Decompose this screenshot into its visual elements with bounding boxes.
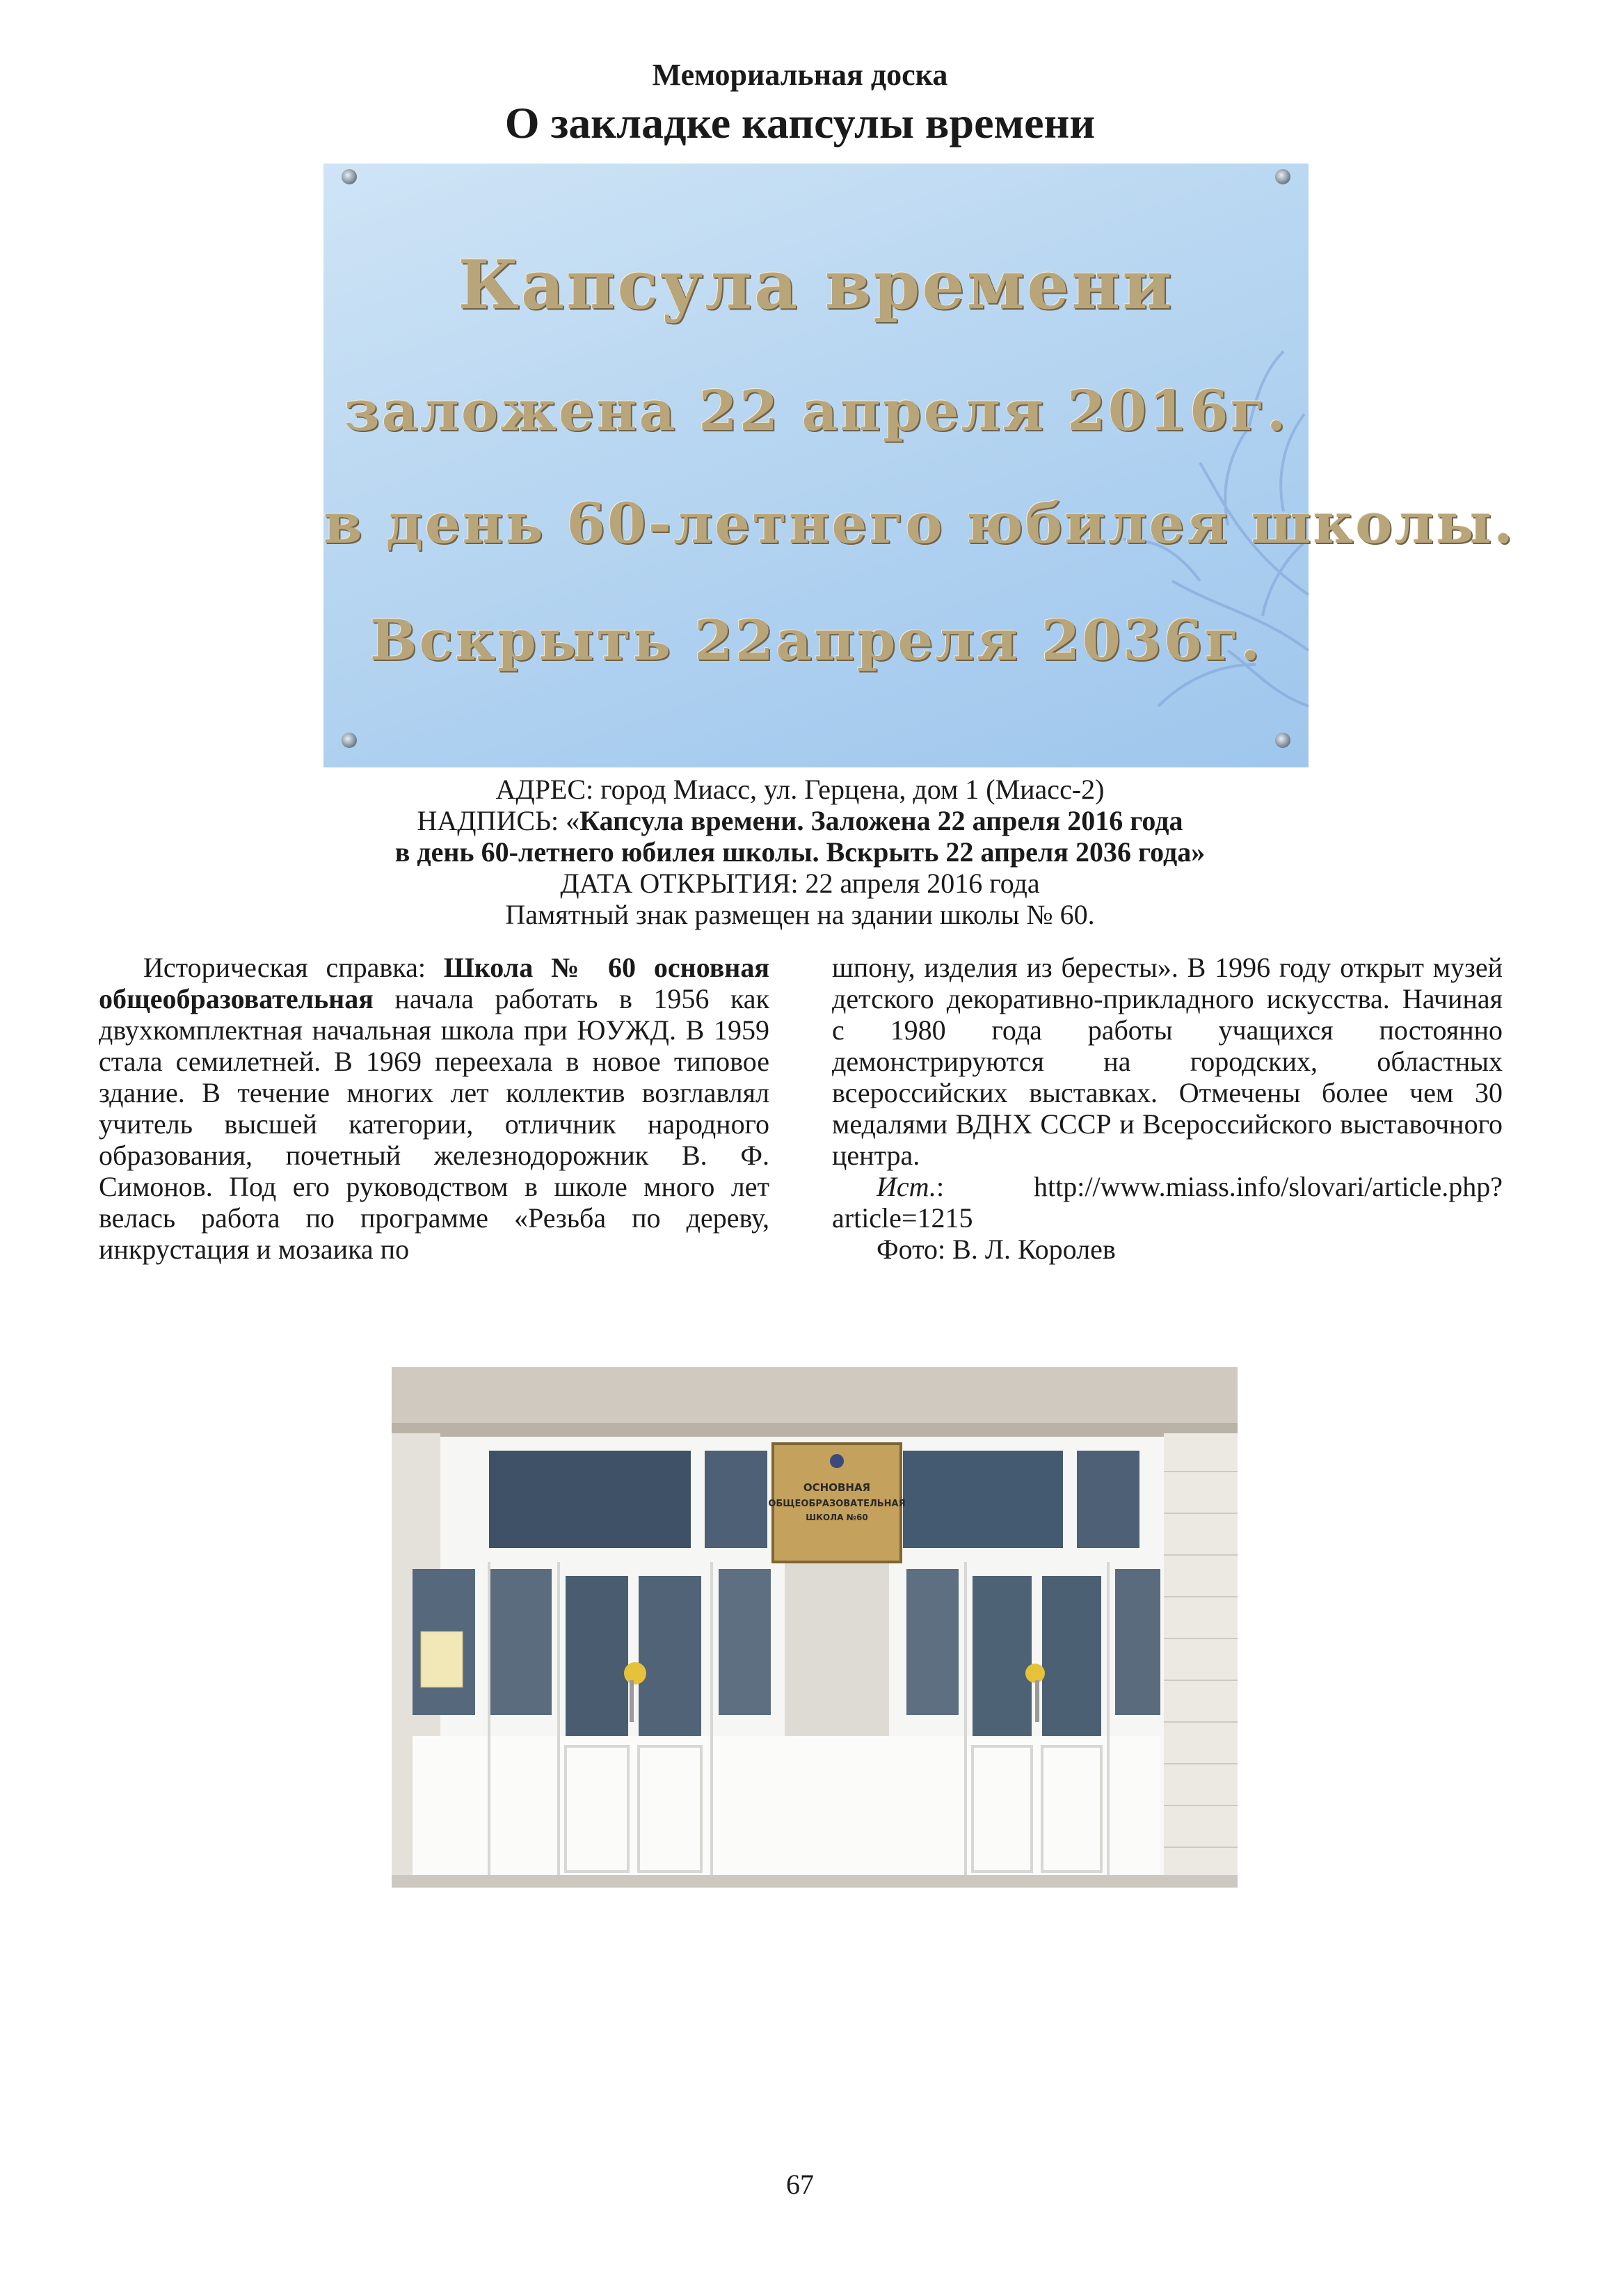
page-number: 67 (786, 2169, 814, 2200)
plaque-line-2: заложена 22 апреля 2016г. (344, 378, 1288, 443)
source-url: : http://www.miass.info/slovari/article.php?article=1215 (832, 1171, 1503, 1234)
inscription-line-1 (0, 805, 1600, 836)
address-line: АДРЕС: город Миасс, ул. Герцена, дом 1 (Миасс-2) (495, 774, 1105, 805)
inscription-text-2: в день 60-летнего юбилея школы. Вскрыть 22 апреля 2036 года» (394, 836, 1206, 868)
inscription-line-2 (0, 836, 1600, 868)
sign-line-2: ОБЩЕОБРАЗОВАТЕЛЬНАЯ (768, 1499, 906, 1509)
plaque-line-3: в день 60-летнего юбилея школы. (323, 491, 1515, 556)
sign-line-1: ОСНОВНАЯ (803, 1481, 871, 1494)
school-name: Школа № 60 основная общеобразовательная (99, 952, 769, 1014)
plaque-line-1: Капсула времени (458, 246, 1174, 324)
page-title: О закладке капсулы времени (504, 98, 1096, 148)
plaque-caption (0, 774, 1600, 930)
location-note: Памятный знак размещен на здании школы № 60. (505, 899, 1095, 930)
historical-note-text: начала работать в 1956 как двухкомплектная начальная школа при ЮУЖД. В 1959 стала семилетней. В 1969 переехала в новое типовое здание. В течение многих лет коллектив возглавлял учитель высшей категории, отличник народного образования, почетный железнодорожник В. Ф. Симонов. Под его руководством в школе много лет велась работа по программе «Резьба по дереву, инкрустация и мозаика по (99, 983, 769, 1265)
screw-bottom-right (1275, 733, 1290, 748)
screw-bottom-left (342, 733, 357, 748)
screw-top-left (342, 169, 357, 184)
source-line (832, 1171, 1503, 1234)
historical-note (99, 952, 769, 1265)
plaque-line-4: Вскрыть 22апреля 2036г. (369, 607, 1263, 673)
photo-credit: Фото: В. Л. Королев (877, 1234, 1116, 1265)
right-column (832, 952, 1503, 1265)
inscription-label: НАДПИСЬ: « (417, 805, 580, 836)
screw-top-right (1275, 169, 1290, 184)
left-column (99, 952, 769, 1265)
entrance-illustration (392, 1367, 1238, 1888)
inscription-text-1: Капсула времени. Заложена 22 апреля 2016 года (579, 805, 1183, 836)
school-entrance-photo (392, 1367, 1238, 1888)
historical-note-prefix: Историческая справка: (143, 952, 444, 983)
sign-line-3: ШКОЛА №60 (806, 1513, 868, 1522)
plaque-photo (323, 164, 1515, 767)
source-label: Ист. (877, 1171, 937, 1202)
section-kicker: Мемориальная доска (652, 58, 948, 92)
historical-note-continued: шпону, изделия из бересты». В 1996 году открыт музей детского декоративно-прикладного искусства. Начиная с 1980 года работы учащихся постоянно демонстрируются на городских, областных всероссийских выставках. Отмечены более чем 30 медалями ВДНХ СССР и Всероссийского выставочного центра. (832, 952, 1503, 1171)
opening-date: ДАТА ОТКРЫТИЯ: 22 апреля 2016 года (560, 868, 1040, 899)
